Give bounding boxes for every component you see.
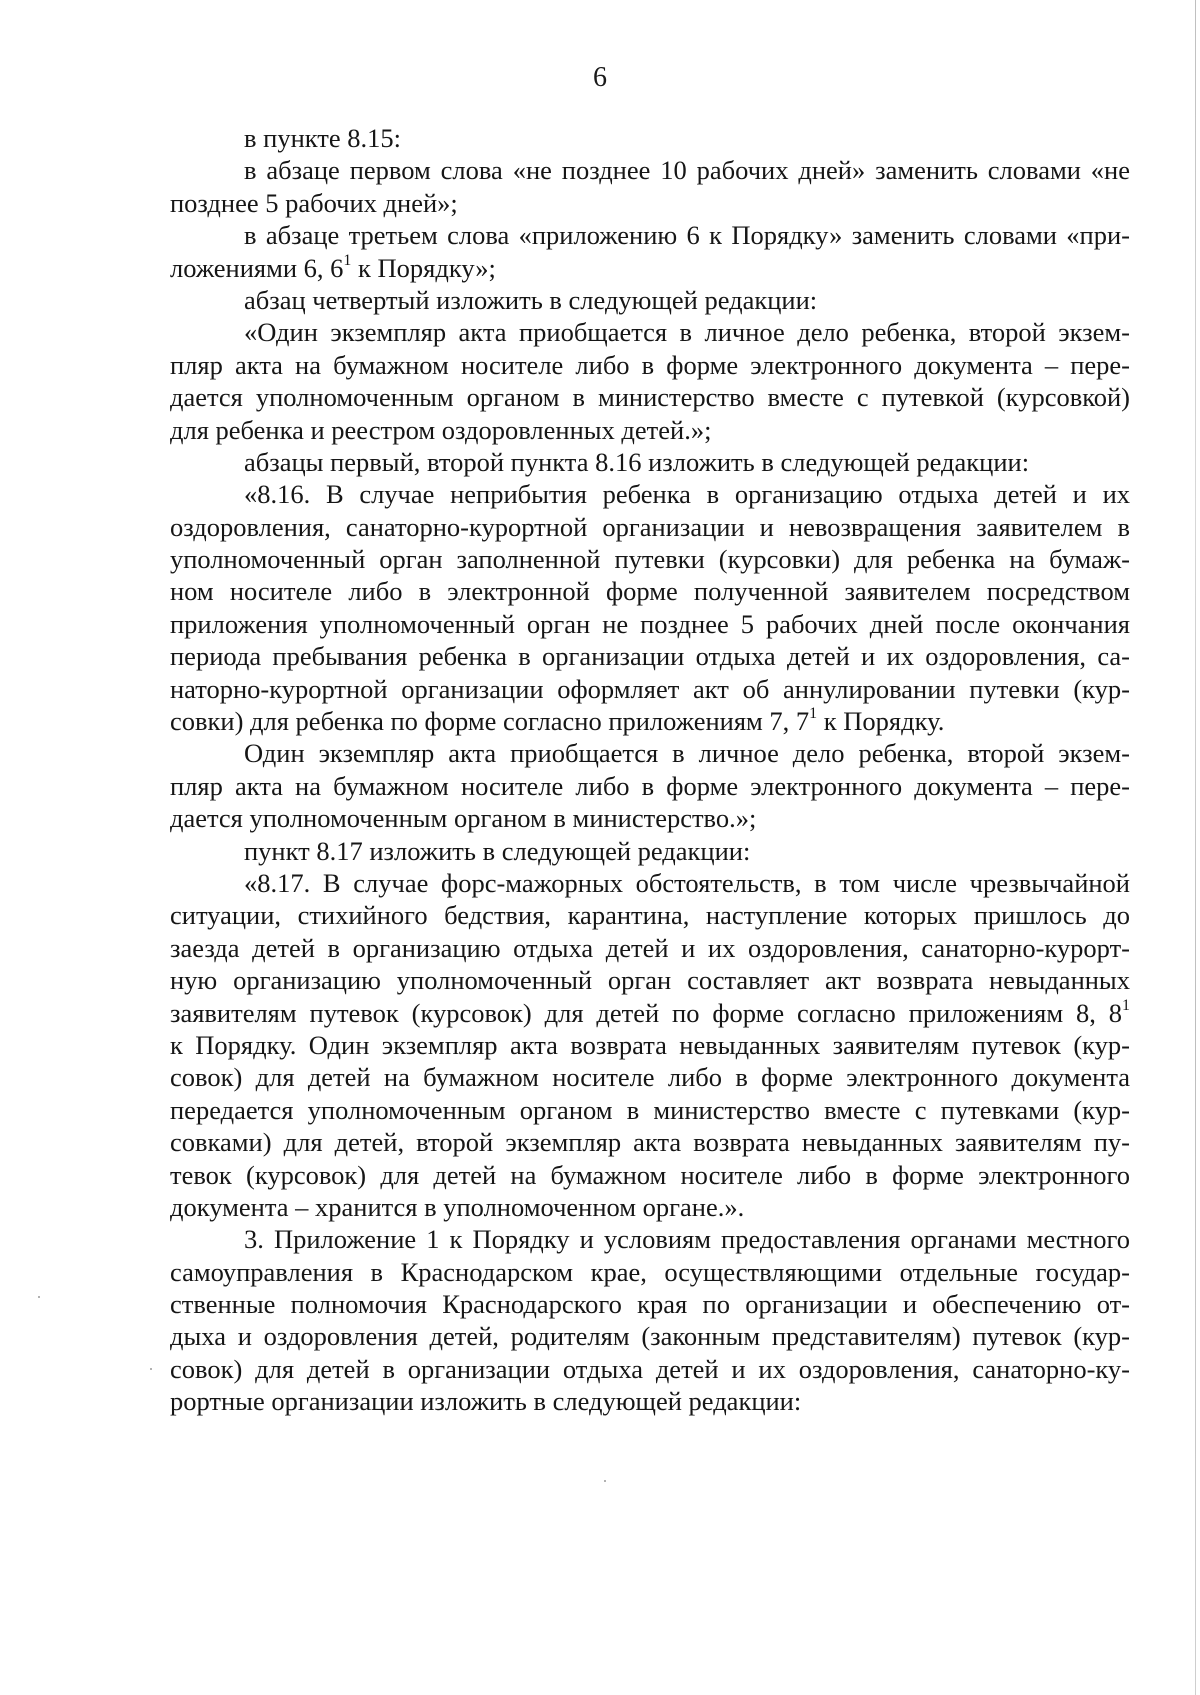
superscript: 1 bbox=[1122, 996, 1130, 1014]
text-line: совок) для детей в организации отдыха детей и их оздоровления, санаторно-ку- bbox=[170, 1353, 1130, 1384]
scan-edge-line bbox=[1195, 0, 1196, 1695]
text-line: оздоровления, санаторно-курортной организации и невозвращения заявителем в bbox=[170, 511, 1130, 542]
text-segment: к Порядку. bbox=[817, 706, 945, 737]
text-line: Один экземпляр акта приобщается в личное дело ребенка, второй экзем- bbox=[244, 738, 1130, 769]
text-line: абзац четвертый изложить в следующей редакции: bbox=[244, 284, 818, 315]
text-line: в пункте 8.15: bbox=[244, 123, 401, 153]
text-line: передается уполномоченным органом в министерство вместе с путевками (кур- bbox=[170, 1094, 1130, 1125]
text-line: в абзаце первом слова «не позднее 10 рабочих дней» заменить словами «не bbox=[244, 155, 1130, 186]
text-line: совок) для детей на бумажном носителе либо в форме электронного документа bbox=[170, 1062, 1130, 1093]
text-line: уполномоченный орган заполненной путевки (курсовки) для ребенка на бумаж- bbox=[170, 544, 1130, 575]
text-line bbox=[170, 997, 1130, 1029]
text-line: заезда детей в организацию отдыха детей и их оздоровления, санаторно-курорт- bbox=[170, 932, 1130, 963]
text-line bbox=[170, 252, 1130, 284]
document-body bbox=[170, 122, 1130, 1418]
text-line: приложения уполномоченный орган не позднее 5 рабочих дней после окончания bbox=[170, 608, 1130, 639]
text-line: «8.16. В случае неприбытия ребенка в организацию отдыха детей и их bbox=[244, 479, 1130, 510]
text-line: дается уполномоченным органом в министерство.»; bbox=[170, 803, 757, 834]
text-line: наторно-курортной организации оформляет акт об аннулировании путевки (кур- bbox=[170, 673, 1130, 704]
text-line: «8.17. В случае форс-мажорных обстоятельств, в том числе чрезвычайной bbox=[244, 867, 1130, 898]
text-line: дыха и оздоровления детей, родителям (законным представителям) путевок (кур- bbox=[170, 1321, 1130, 1352]
text-line: документа – хранится в уполномоченном органе.». bbox=[170, 1191, 745, 1222]
scan-speck bbox=[604, 1480, 606, 1482]
text-line: к Порядку. Один экземпляр акта возврата невыданных заявителям путевок (кур- bbox=[170, 1029, 1130, 1060]
text-line: тевок (курсовок) для детей на бумажном носителе либо в форме электронного bbox=[170, 1159, 1130, 1190]
text-line: позднее 5 рабочих дней»; bbox=[170, 187, 458, 218]
text-line bbox=[170, 705, 1130, 737]
text-line: дается уполномоченным органом в министерство вместе с путевкой (курсовкой) bbox=[170, 382, 1130, 413]
text-line: «Один экземпляр акта приобщается в личное дело ребенка, второй экзем- bbox=[244, 317, 1130, 348]
text-line: ситуации, стихийного бедствия, карантина, наступление которых пришлось до bbox=[170, 900, 1130, 931]
superscript: 1 bbox=[343, 251, 352, 269]
text-line: пляр акта на бумажном носителе либо в форме электронного документа – пере- bbox=[170, 770, 1130, 801]
text-line: пляр акта на бумажном носителе либо в форме электронного документа – пере- bbox=[170, 349, 1130, 380]
scan-speck bbox=[38, 1296, 40, 1298]
text-line: ную организацию уполномоченный орган составляет акт возврата невыданных bbox=[170, 965, 1130, 996]
scan-speck bbox=[150, 1368, 152, 1370]
text-line: рортные организации изложить в следующей редакции: bbox=[170, 1386, 802, 1417]
text-line: для ребенка и реестром оздоровленных детей.»; bbox=[170, 414, 712, 445]
text-line: пункт 8.17 изложить в следующей редакции: bbox=[244, 835, 751, 866]
text-segment: совки) для ребенка по форме согласно приложениям 7, 7 bbox=[170, 706, 810, 737]
text-line: ственные полномочия Краснодарского края по организации и обеспечению от- bbox=[170, 1289, 1130, 1320]
text-line: в абзаце третьем слова «приложению 6 к Порядку» заменить словами «при- bbox=[244, 220, 1130, 251]
superscript: 1 bbox=[809, 705, 818, 723]
text-line: совками) для детей, второй экземпляр акта возврата невыданных заявителям пу- bbox=[170, 1127, 1130, 1158]
text-line: абзацы первый, второй пункта 8.16 изложить в следующей редакции: bbox=[244, 446, 1030, 477]
text-line: ном носителе либо в электронной форме полученной заявителем посредством bbox=[170, 576, 1130, 607]
text-segment: ложениями 6, 6 bbox=[170, 252, 344, 283]
text-segment: к Порядку»; bbox=[351, 252, 496, 283]
page-number: 6 bbox=[593, 62, 607, 93]
text-line: самоуправления в Краснодарском крае, осуществляющими отдельные государ- bbox=[170, 1256, 1130, 1287]
text-segment: заявителям путевок (курсовок) для детей по форме согласно приложениям 8, 8 bbox=[170, 997, 1122, 1028]
text-line: периода пребывания ребенка в организации отдыха детей и их оздоровления, са- bbox=[170, 641, 1130, 672]
text-line: 3. Приложение 1 к Порядку и условиям предоставления органами местного bbox=[244, 1224, 1130, 1255]
